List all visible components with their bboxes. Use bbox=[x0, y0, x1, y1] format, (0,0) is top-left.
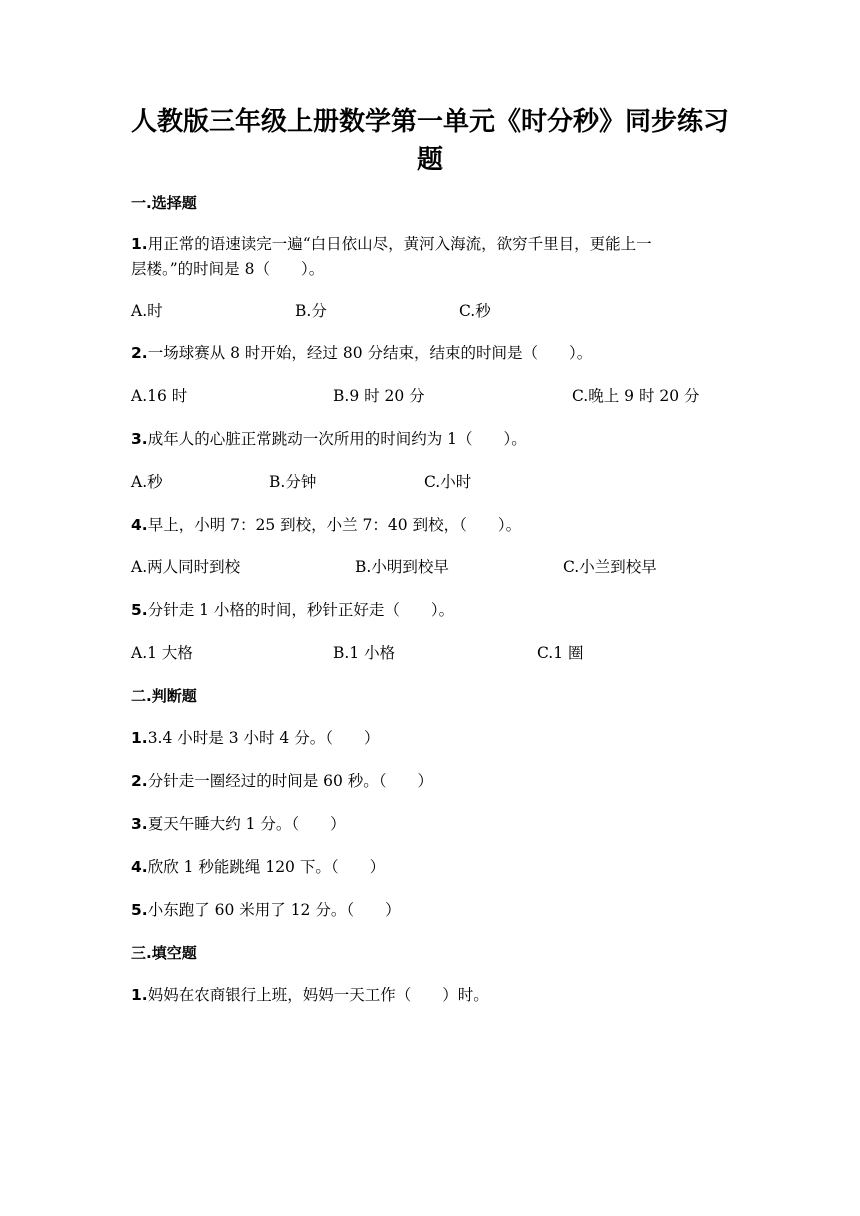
option-b: B.小明到校早 bbox=[355, 558, 449, 576]
fill-question-1 bbox=[131, 985, 489, 1005]
question-text: 用正常的语速读完一遍“白日依山尽，黄河入海流，欲穷千里目，更能上一 bbox=[147, 235, 652, 253]
section-heading-choice: 一.选择题 bbox=[131, 194, 197, 212]
question-text: 成年人的心脏正常跳动一次所用的时间约为 1（ ）。 bbox=[147, 430, 527, 448]
question-1-line2: 层楼。”的时间是 8（ ）。 bbox=[131, 260, 325, 278]
option-a: A.时 bbox=[131, 302, 163, 320]
judge-question-2 bbox=[131, 771, 433, 791]
question-text: 分针走一圈经过的时间是 60 秒。（ ） bbox=[147, 772, 434, 790]
option-b: B.9 时 20 分 bbox=[333, 387, 425, 405]
question-number: 4. bbox=[131, 858, 148, 876]
question-text: 夏天午睡大约 1 分。（ ） bbox=[147, 815, 346, 833]
option-a: A.1 大格 bbox=[131, 644, 193, 662]
judge-question-1 bbox=[131, 728, 379, 748]
option-c: C.小兰到校早 bbox=[563, 558, 657, 576]
question-number: 5. bbox=[131, 601, 148, 619]
question-4 bbox=[131, 515, 521, 535]
option-c: C.晚上 9 时 20 分 bbox=[572, 387, 700, 405]
option-c: C.小时 bbox=[424, 473, 472, 491]
question-number: 1. bbox=[131, 235, 148, 253]
question-number: 4. bbox=[131, 516, 148, 534]
question-text: 小东跑了 60 米用了 12 分。（ ） bbox=[147, 901, 401, 919]
option-c: C.秒 bbox=[459, 302, 491, 320]
option-c: C.1 圈 bbox=[537, 644, 584, 662]
option-a: A.16 时 bbox=[131, 387, 188, 405]
question-number: 3. bbox=[131, 430, 148, 448]
question-2 bbox=[131, 343, 592, 363]
option-a: A.两人同时到校 bbox=[131, 558, 241, 576]
question-number: 1. bbox=[131, 986, 148, 1004]
option-b: B.1 小格 bbox=[333, 644, 396, 662]
judge-question-3 bbox=[131, 814, 346, 834]
section-heading-judge: 二.判断题 bbox=[131, 687, 197, 705]
option-b: B.分钟 bbox=[269, 473, 317, 491]
question-text: 早上，小明 7：25 到校，小兰 7：40 到校，（ ）。 bbox=[147, 516, 522, 534]
question-text: 一场球赛从 8 时开始，经过 80 分结束，结束的时间是（ ）。 bbox=[147, 344, 593, 362]
option-b: B.分 bbox=[295, 302, 327, 320]
question-1-line1 bbox=[131, 234, 652, 254]
option-a: A.秒 bbox=[131, 473, 163, 491]
question-number: 2. bbox=[131, 772, 148, 790]
judge-question-5 bbox=[131, 900, 401, 920]
question-number: 5. bbox=[131, 901, 148, 919]
question-number: 2. bbox=[131, 344, 148, 362]
question-3 bbox=[131, 429, 527, 449]
question-text: 3.4 小时是 3 小时 4 分。（ ） bbox=[147, 729, 380, 747]
question-number: 3. bbox=[131, 815, 148, 833]
question-text: 妈妈在农商银行上班，妈妈一天工作（ ）时。 bbox=[147, 986, 489, 1004]
question-text: 欣欣 1 秒能跳绳 120 下。（ ） bbox=[147, 858, 386, 876]
judge-question-4 bbox=[131, 857, 385, 877]
section-heading-fill: 三.填空题 bbox=[131, 944, 197, 962]
question-5 bbox=[131, 600, 454, 620]
page-title: 人教版三年级上册数学第一单元《时分秒》同步练习题 bbox=[130, 107, 729, 175]
question-number: 1. bbox=[131, 729, 148, 747]
question-text: 分针走 1 小格的时间，秒针正好走（ ）。 bbox=[147, 601, 455, 619]
